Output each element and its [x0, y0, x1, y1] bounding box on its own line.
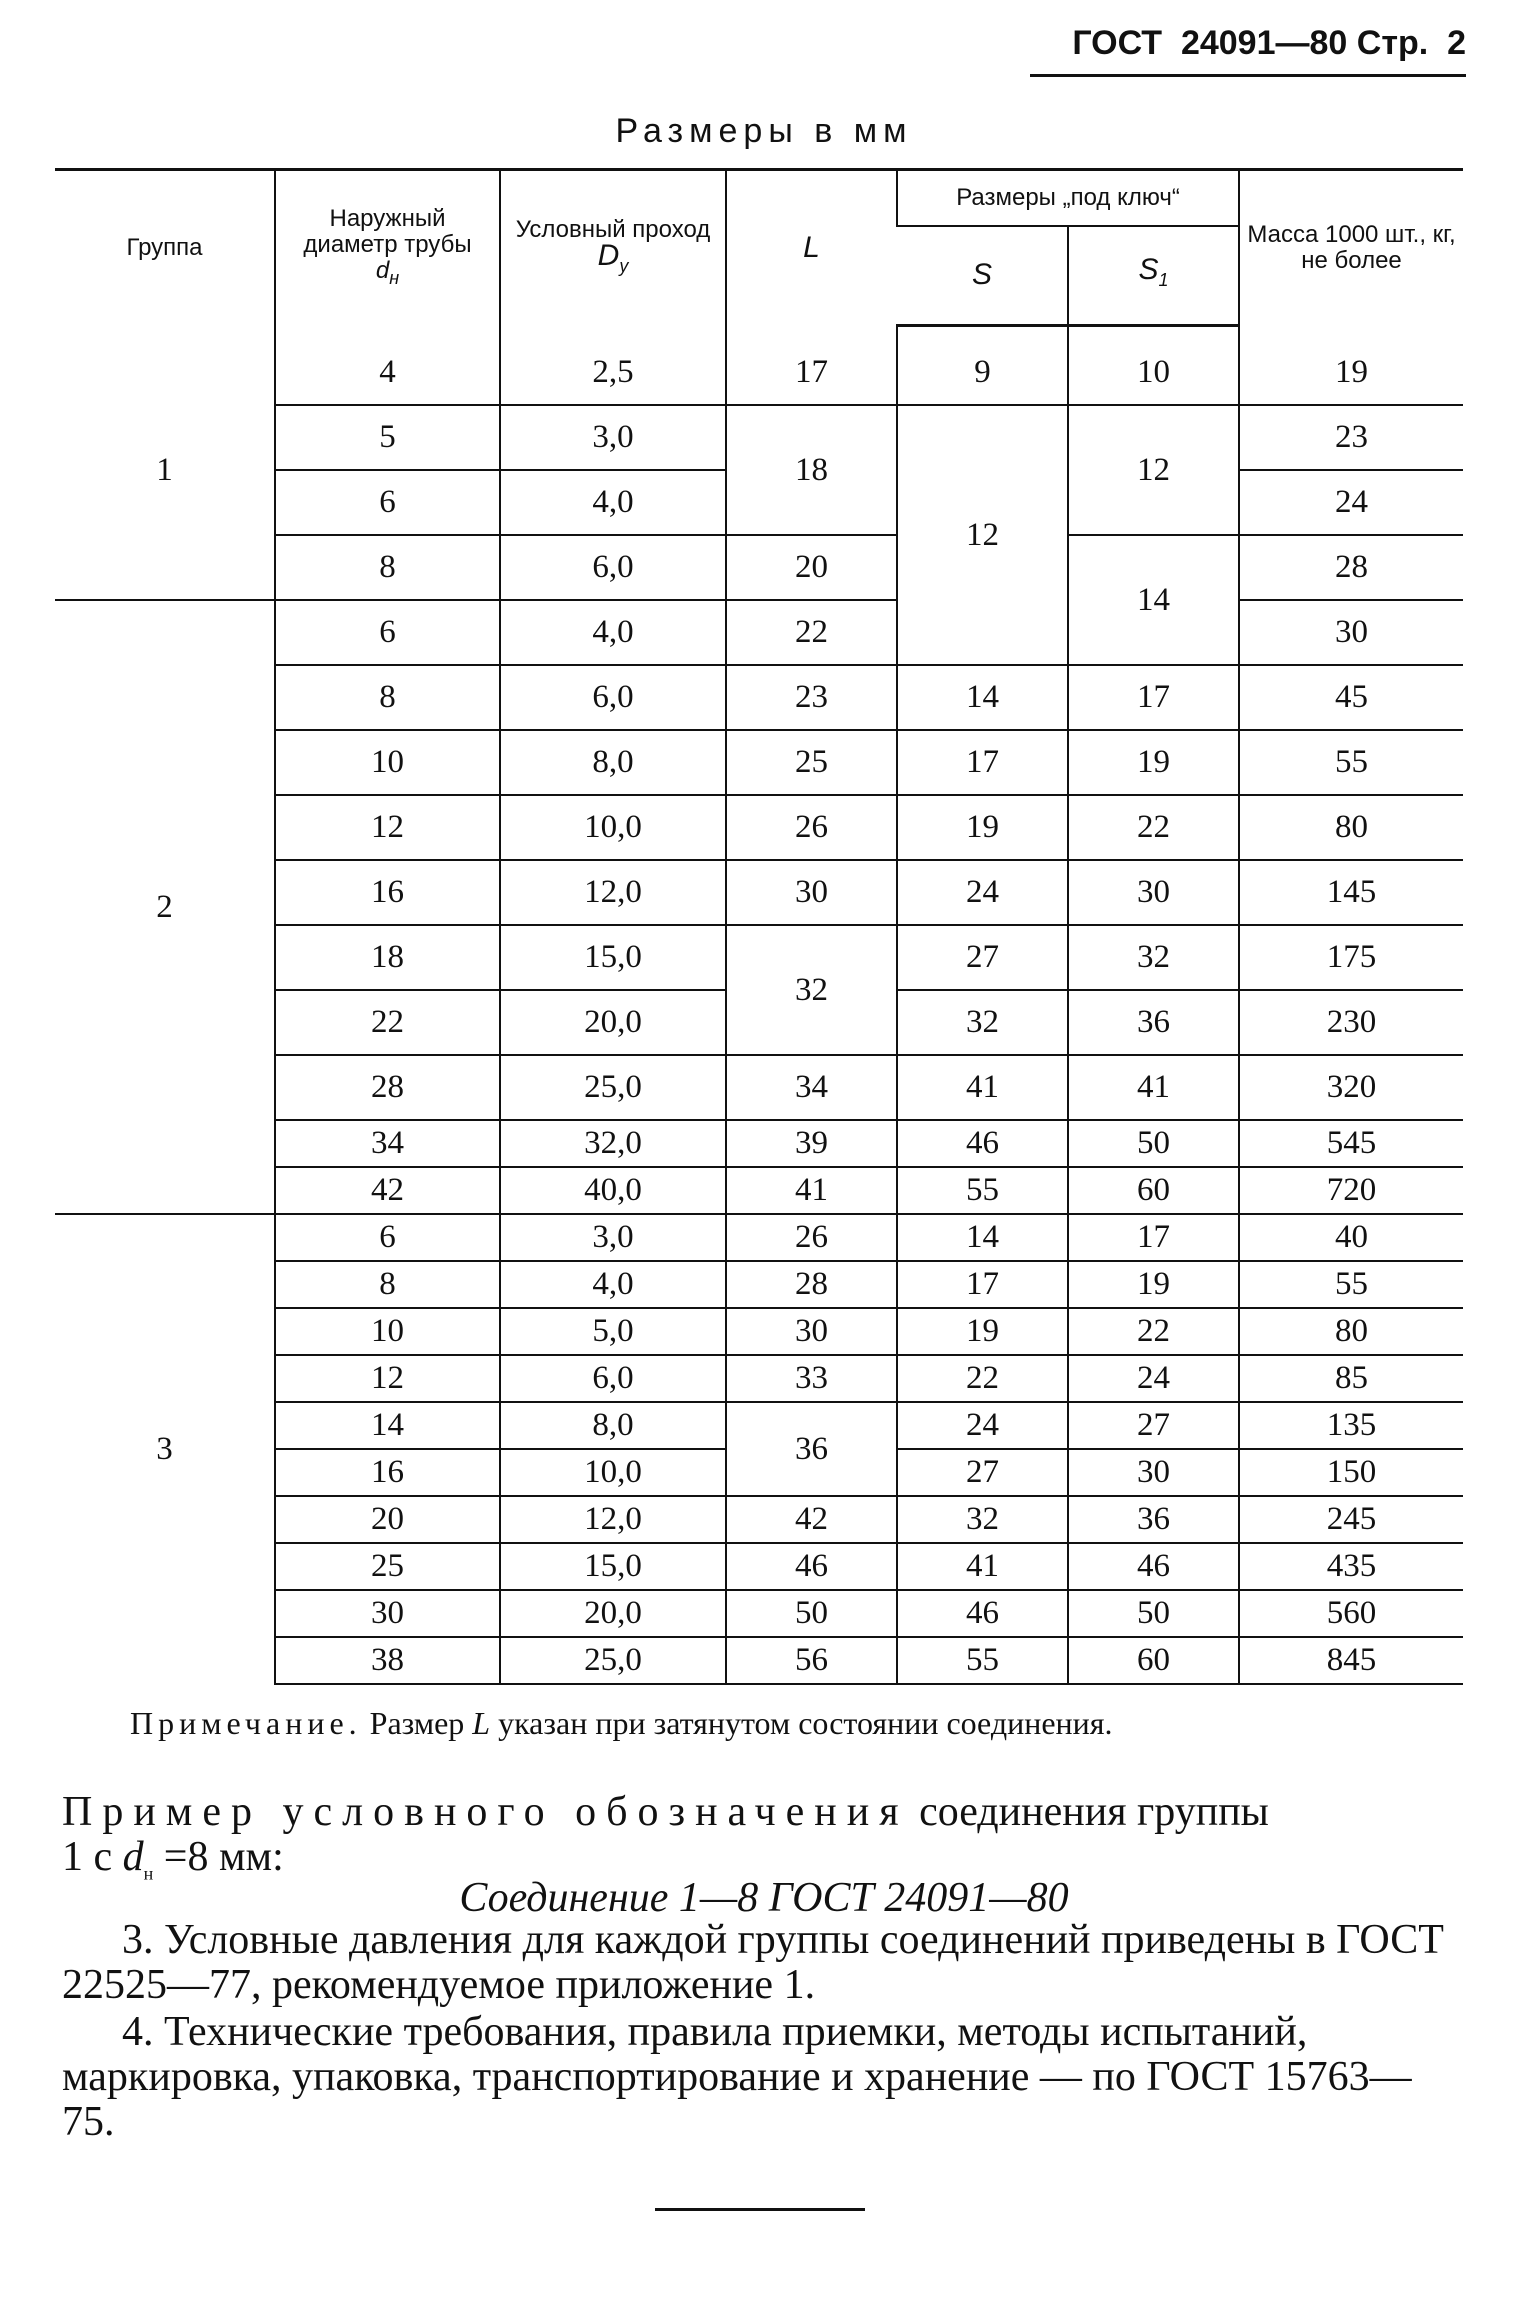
length-cell: 17 — [726, 341, 897, 405]
s1-cell: 36 — [1068, 1496, 1239, 1543]
header-nominal-bore-symbol: $D_у$ — [597, 239, 629, 277]
s1-cell: 50 — [1068, 1590, 1239, 1637]
mass-cell: 24 — [1239, 470, 1463, 535]
length-cell: 46 — [726, 1543, 897, 1590]
mass-cell: 245 — [1239, 1496, 1463, 1543]
s1-cell: 27 — [1068, 1402, 1239, 1449]
table-row — [55, 600, 1463, 665]
s-cell: 17 — [897, 730, 1068, 795]
note-text-a: Размер — [361, 1705, 473, 1741]
header-group: Группа — [55, 170, 275, 326]
length-cell: 42 — [726, 1496, 897, 1543]
table-row — [55, 1214, 1463, 1261]
outer-diameter-cell: 10 — [275, 1308, 500, 1355]
mass-cell: 845 — [1239, 1637, 1463, 1684]
mass-cell: 55 — [1239, 1261, 1463, 1308]
outer-diameter-cell: 8 — [275, 665, 500, 730]
s-cell: 12 — [897, 405, 1068, 665]
s1-cell: 30 — [1068, 860, 1239, 925]
s1-cell: 17 — [1068, 1214, 1239, 1261]
outer-diameter-cell: 6 — [275, 470, 500, 535]
length-cell: 39 — [726, 1120, 897, 1167]
outer-diameter-cell: 6 — [275, 1214, 500, 1261]
s1-cell: 32 — [1068, 925, 1239, 990]
outer-diameter-cell: 16 — [275, 860, 500, 925]
nominal-bore-cell: 40,0 — [500, 1167, 726, 1214]
mass-cell: 28 — [1239, 535, 1463, 600]
length-cell: 18 — [726, 405, 897, 535]
outer-diameter-cell: 22 — [275, 990, 500, 1055]
outer-diameter-cell: 16 — [275, 1449, 500, 1496]
example-line2-b: =8 мм: — [153, 1834, 284, 1880]
s1-cell: 19 — [1068, 1261, 1239, 1308]
header-nominal-bore-label: Условный проход — [515, 216, 711, 244]
s1-cell: 14 — [1068, 535, 1239, 665]
nominal-bore-cell: 5,0 — [500, 1308, 726, 1355]
length-cell: 32 — [726, 925, 897, 1055]
nominal-bore-cell: 6,0 — [500, 535, 726, 600]
outer-diameter-cell: 12 — [275, 1355, 500, 1402]
nominal-bore-cell: 20,0 — [500, 1590, 726, 1637]
s1-cell: 30 — [1068, 1449, 1239, 1496]
header-length: L — [726, 170, 897, 326]
example-designation: Соединение 1—8 ГОСТ 24091—80 — [459, 1875, 1069, 1921]
nominal-bore-cell: 2,5 — [500, 341, 726, 405]
s-cell: 19 — [897, 795, 1068, 860]
length-cell: 26 — [726, 795, 897, 860]
outer-diameter-cell: 38 — [275, 1637, 500, 1684]
nominal-bore-cell: 3,0 — [500, 1214, 726, 1261]
s-cell: 55 — [897, 1637, 1068, 1684]
mass-cell: 40 — [1239, 1214, 1463, 1261]
outer-diameter-cell: 42 — [275, 1167, 500, 1214]
dimensions-table-wrapper — [55, 168, 1463, 1685]
example-line2-a: 1 с — [62, 1834, 123, 1880]
s1-cell: 41 — [1068, 1055, 1239, 1120]
outer-diameter-cell: 8 — [275, 535, 500, 600]
mass-cell: 720 — [1239, 1167, 1463, 1214]
mass-cell: 150 — [1239, 1449, 1463, 1496]
s1-cell: 22 — [1068, 795, 1239, 860]
s-cell: 24 — [897, 860, 1068, 925]
s1-cell: 24 — [1068, 1355, 1239, 1402]
mass-cell: 560 — [1239, 1590, 1463, 1637]
example-lead: Пример условного обозначения — [62, 1789, 909, 1835]
outer-diameter-cell: 28 — [275, 1055, 500, 1120]
end-rule — [655, 2208, 865, 2211]
item-3: 3. Условные давления для каждой группы соединений приведены в ГОСТ 22525—77, рекомендуемое приложение 1. — [62, 1917, 1444, 2008]
nominal-bore-cell: 20,0 — [500, 990, 726, 1055]
s-cell: 9 — [897, 341, 1068, 405]
length-cell: 25 — [726, 730, 897, 795]
mass-cell: 320 — [1239, 1055, 1463, 1120]
s-cell: 27 — [897, 1449, 1068, 1496]
length-cell: 56 — [726, 1637, 897, 1684]
table-row — [55, 341, 1463, 405]
length-cell: 22 — [726, 600, 897, 665]
header-mass: Масса 1000 шт., кг, не более — [1239, 170, 1463, 326]
outer-diameter-cell: 10 — [275, 730, 500, 795]
length-cell: 28 — [726, 1261, 897, 1308]
s-cell: 32 — [897, 990, 1068, 1055]
mass-cell: 30 — [1239, 600, 1463, 665]
length-cell: 34 — [726, 1055, 897, 1120]
header-s: S — [897, 226, 1068, 326]
s-cell: 14 — [897, 665, 1068, 730]
s1-cell: 12 — [1068, 405, 1239, 535]
s-cell: 41 — [897, 1055, 1068, 1120]
s-cell: 32 — [897, 1496, 1068, 1543]
header-outer-diameter-symbol: $d_н$ — [375, 256, 400, 288]
s1-cell: 60 — [1068, 1637, 1239, 1684]
nominal-bore-cell: 15,0 — [500, 1543, 726, 1590]
header-wrench-sizes: Размеры „под ключ“ — [897, 170, 1239, 226]
nominal-bore-cell: 6,0 — [500, 665, 726, 730]
example-rest: соединения группы — [908, 1789, 1269, 1835]
nominal-bore-cell: 25,0 — [500, 1637, 726, 1684]
nominal-bore-cell: 4,0 — [500, 600, 726, 665]
example-sub: н — [143, 1863, 154, 1884]
nominal-bore-cell: 15,0 — [500, 925, 726, 990]
outer-diameter-cell: 12 — [275, 795, 500, 860]
s-cell: 19 — [897, 1308, 1068, 1355]
note-text-b: указан при затянутом состоянии соединения. — [490, 1705, 1113, 1741]
length-cell: 33 — [726, 1355, 897, 1402]
s-cell: 17 — [897, 1261, 1068, 1308]
header-outer-diameter — [275, 170, 500, 326]
mass-cell: 135 — [1239, 1402, 1463, 1449]
mass-cell: 23 — [1239, 405, 1463, 470]
example-symbol: d — [122, 1834, 144, 1880]
nominal-bore-cell: 4,0 — [500, 470, 726, 535]
outer-diameter-cell: 20 — [275, 1496, 500, 1543]
s-cell: 27 — [897, 925, 1068, 990]
s-cell: 55 — [897, 1167, 1068, 1214]
note-symbol: L — [472, 1705, 491, 1741]
group-cell: 3 — [156, 1431, 173, 1467]
outer-diameter-cell: 5 — [275, 405, 500, 470]
length-cell: 36 — [726, 1402, 897, 1496]
units-caption: Размеры в мм — [615, 112, 913, 150]
nominal-bore-cell: 32,0 — [500, 1120, 726, 1167]
mass-cell: 55 — [1239, 730, 1463, 795]
header-rule — [1030, 74, 1466, 77]
outer-diameter-cell: 14 — [275, 1402, 500, 1449]
length-cell: 41 — [726, 1167, 897, 1214]
s1-cell: 10 — [1068, 341, 1239, 405]
mass-cell: 45 — [1239, 665, 1463, 730]
nominal-bore-cell: 12,0 — [500, 1496, 726, 1543]
s1-cell: 36 — [1068, 990, 1239, 1055]
mass-cell: 435 — [1239, 1543, 1463, 1590]
outer-diameter-cell: 18 — [275, 925, 500, 990]
outer-diameter-cell: 30 — [275, 1590, 500, 1637]
length-cell: 50 — [726, 1590, 897, 1637]
nominal-bore-cell: 10,0 — [500, 795, 726, 860]
item-4: 4. Технические требования, правила приемки, методы испытаний, маркировка, упаковка, транспортирование и хранение — по ГОСТ 15763—75. — [62, 2009, 1412, 2145]
mass-cell: 19 — [1239, 341, 1463, 405]
s-cell: 22 — [897, 1355, 1068, 1402]
mass-cell: 85 — [1239, 1355, 1463, 1402]
outer-diameter-cell: 8 — [275, 1261, 500, 1308]
header-s1: $S_1$ — [1068, 226, 1239, 326]
s-cell: 41 — [897, 1543, 1068, 1590]
nominal-bore-cell: 3,0 — [500, 405, 726, 470]
header-outer-diameter-label: Наружный диаметр трубы — [303, 204, 472, 258]
s1-cell: 50 — [1068, 1120, 1239, 1167]
nominal-bore-cell: 8,0 — [500, 730, 726, 795]
length-cell: 30 — [726, 860, 897, 925]
page-header: ГОСТ 24091—80 Стр. 2 — [1072, 24, 1466, 62]
s1-cell: 19 — [1068, 730, 1239, 795]
outer-diameter-cell: 34 — [275, 1120, 500, 1167]
outer-diameter-cell: 25 — [275, 1543, 500, 1590]
nominal-bore-cell: 6,0 — [500, 1355, 726, 1402]
s-cell: 46 — [897, 1120, 1068, 1167]
length-cell: 20 — [726, 535, 897, 600]
length-cell: 26 — [726, 1214, 897, 1261]
note-label: Примечание. — [130, 1705, 362, 1741]
nominal-bore-cell: 12,0 — [500, 860, 726, 925]
s1-cell: 22 — [1068, 1308, 1239, 1355]
dimensions-table — [55, 168, 1463, 1685]
mass-cell: 145 — [1239, 860, 1463, 925]
mass-cell: 230 — [1239, 990, 1463, 1055]
group-cell: 1 — [55, 341, 275, 600]
outer-diameter-cell: 4 — [275, 341, 500, 405]
nominal-bore-cell: 10,0 — [500, 1449, 726, 1496]
nominal-bore-cell: 4,0 — [500, 1261, 726, 1308]
mass-cell: 80 — [1239, 795, 1463, 860]
table-note — [130, 1705, 1113, 1742]
group-cell: 2 — [55, 600, 275, 1214]
nominal-bore-cell: 25,0 — [500, 1055, 726, 1120]
length-cell: 23 — [726, 665, 897, 730]
s-cell: 14 — [897, 1214, 1068, 1261]
outer-diameter-cell: 6 — [275, 600, 500, 665]
mass-cell: 545 — [1239, 1120, 1463, 1167]
mass-cell: 175 — [1239, 925, 1463, 990]
s1-cell: 46 — [1068, 1543, 1239, 1590]
s-cell: 24 — [897, 1402, 1068, 1449]
mass-cell: 80 — [1239, 1308, 1463, 1355]
header-nominal-bore — [500, 170, 726, 326]
s1-cell: 17 — [1068, 665, 1239, 730]
length-cell: 30 — [726, 1308, 897, 1355]
nominal-bore-cell: 8,0 — [500, 1402, 726, 1449]
s-cell: 46 — [897, 1590, 1068, 1637]
s1-cell: 60 — [1068, 1167, 1239, 1214]
